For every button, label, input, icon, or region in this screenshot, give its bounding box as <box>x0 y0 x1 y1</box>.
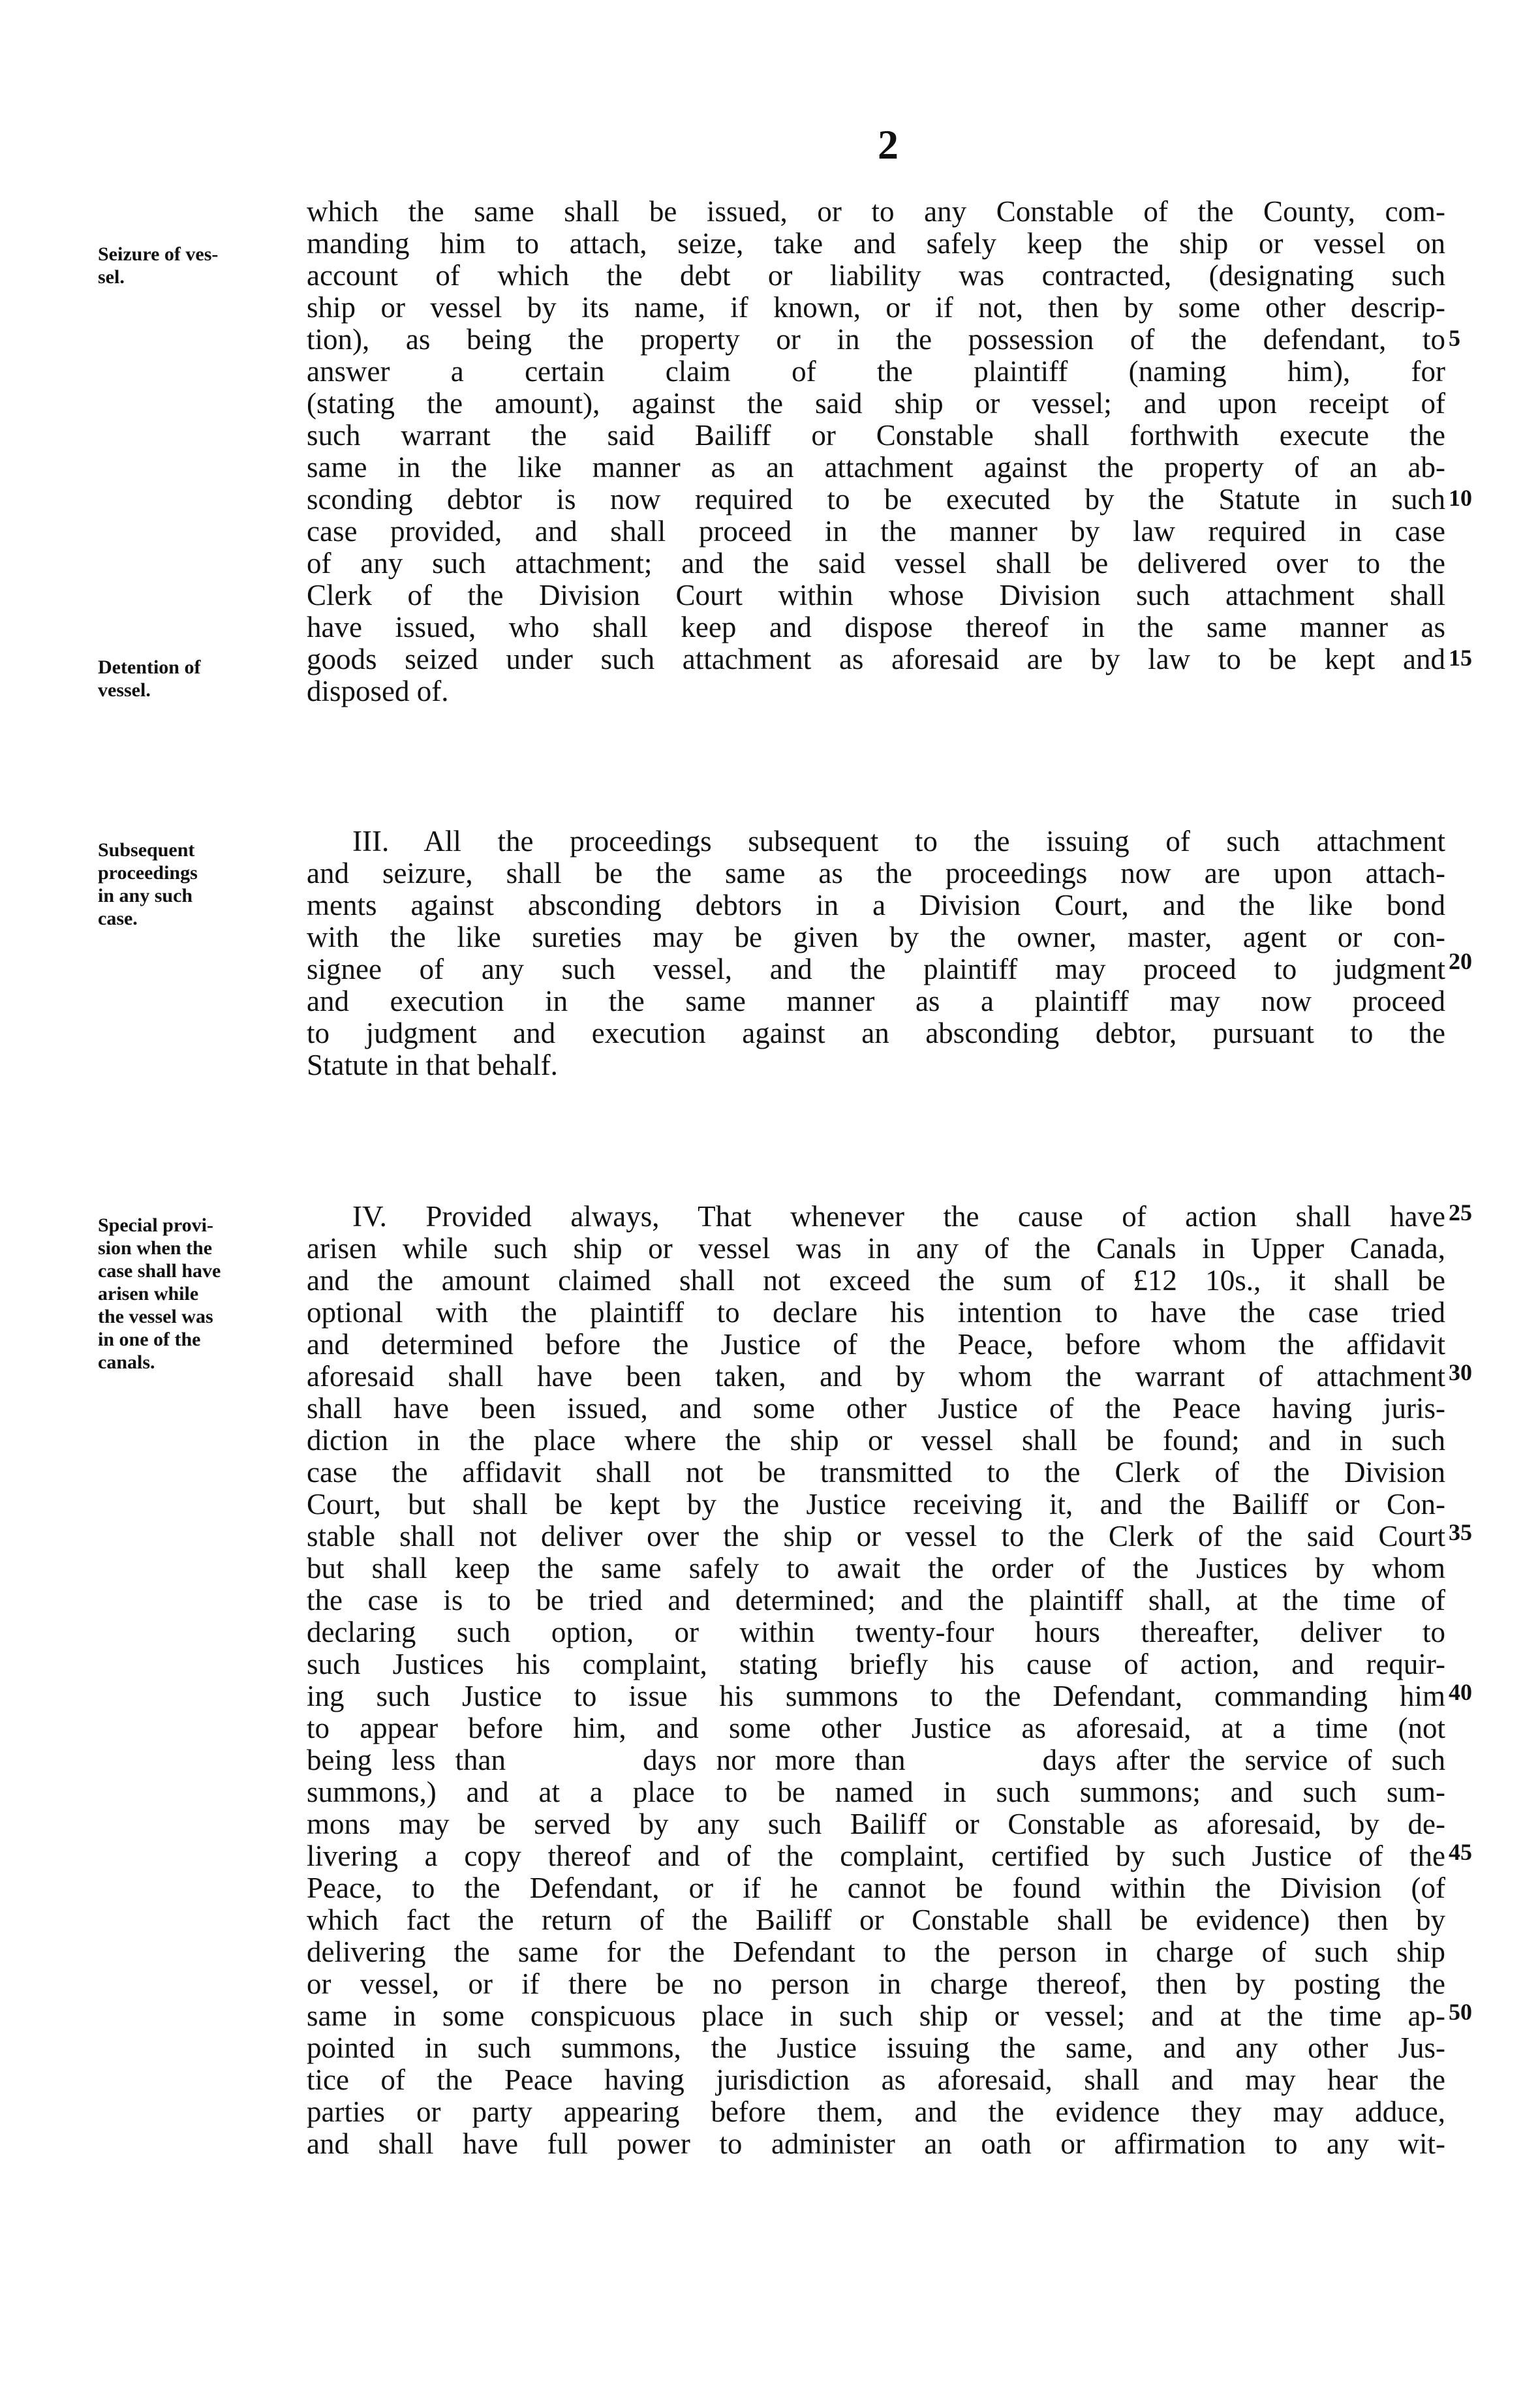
text-line: such Justices his complaint, stating briefly his cause of action, and requir- <box>307 1648 1445 1680</box>
text-line: case the affidavit shall not be transmitted to the Clerk of the Division <box>307 1457 1445 1489</box>
text-line: and the amount claimed shall not exceed the sum of £12 10s., it shall be <box>307 1265 1445 1297</box>
text-line: goods seized under such attachment as aforesaid are by law to be kept and <box>307 643 1445 675</box>
text-line: tion), as being the property or in the possession of the defendant, to <box>307 324 1445 356</box>
text-line: being less than days nor more than days after the service of such <box>307 1744 1445 1776</box>
text-line: case provided, and shall proceed in the manner by law required in case <box>307 516 1445 548</box>
text-line: Clerk of the Division Court within whose Division such attachment shall <box>307 579 1445 611</box>
section-heading-line: III. All the proceedings subsequent to the issuing of such attachment <box>352 826 1445 857</box>
section-continuation <box>307 196 1445 707</box>
text-line: such warrant the said Bailiff or Constable shall forthwith execute the <box>307 420 1445 452</box>
text-line: ship or vessel by its name, if known, or if not, then by some other descrip- <box>307 292 1445 324</box>
margin-note-line: Special provi- <box>98 1214 213 1236</box>
text-line: livering a copy thereof and of the complaint, certified by such Justice of the <box>307 1840 1445 1872</box>
text-line: and shall have full power to administer an oath or affirmation to any wit- <box>307 2128 1445 2160</box>
text-line: tice of the Peace having jurisdiction as aforesaid, shall and may hear the <box>307 2064 1445 2096</box>
margin-note-line: proceedings <box>98 862 198 884</box>
text-line: diction in the place where the ship or vessel shall be found; and in such <box>307 1425 1445 1457</box>
section-heading-line: IV. Provided always, That whenever the cause of action shall have <box>352 1201 1445 1233</box>
text-line: signee of any such vessel, and the plaintiff may proceed to judgment <box>307 953 1445 985</box>
text-line: and determined before the Justice of the Peace, before whom the affidavit <box>307 1329 1445 1361</box>
margin-note-detention-of-vessel <box>98 656 294 702</box>
margin-note-line: Subsequent <box>98 839 195 861</box>
line-number: 40 <box>1449 1679 1472 1705</box>
line-number: 30 <box>1449 1359 1472 1385</box>
margin-note-line: arisen while <box>98 1283 199 1304</box>
text-line: to appear before him, and some other Justice as aforesaid, at a time (not <box>307 1712 1445 1744</box>
text-line: of any such attachment; and the said vessel shall be delivered over to the <box>307 548 1445 579</box>
text-line: (stating the amount), against the said ship or vessel; and upon receipt of <box>307 388 1445 420</box>
text-line: disposed of. <box>307 675 449 707</box>
margin-note-line: case shall have <box>98 1260 221 1282</box>
text-line: delivering the same for the Defendant to the person in charge of such ship <box>307 1936 1445 1968</box>
text-line: same in some conspicuous place in such ship or vessel; and at the time ap- <box>307 2000 1445 2032</box>
margin-note-subsequent-proceedings <box>98 839 294 930</box>
section-iii <box>307 826 1445 1081</box>
page-number: 2 <box>878 121 899 168</box>
text-line: or vessel, or if there be no person in charge thereof, then by posting the <box>307 1968 1445 2000</box>
text-line: declaring such option, or within twenty-four hours thereafter, deliver to <box>307 1616 1445 1648</box>
text-line: optional with the plaintiff to declare his intention to have the case tried <box>307 1297 1445 1329</box>
margin-note-line: in one of the <box>98 1329 201 1350</box>
text-line: sconding debtor is now required to be executed by the Statute in such <box>307 484 1445 516</box>
text-line: have issued, who shall keep and dispose thereof in the same manner as <box>307 611 1445 643</box>
text-line: with the like sureties may be given by the owner, master, agent or con- <box>307 921 1445 953</box>
margin-note-line: Seizure of ves- <box>98 243 219 265</box>
section-iv <box>307 1201 1445 2160</box>
margin-note-line: sion when the <box>98 1237 213 1259</box>
text-line: parties or party appearing before them, and the evidence they may adduce, <box>307 2096 1445 2128</box>
text-line: Court, but shall be kept by the Justice receiving it, and the Bailiff or Con- <box>307 1489 1445 1520</box>
text-line: and seizure, shall be the same as the proceedings now are upon attach- <box>307 857 1445 889</box>
text-line: the case is to be tried and determined; and the plaintiff shall, at the time of <box>307 1584 1445 1616</box>
text-line: ments against absconding debtors in a Division Court, and the like bond <box>307 889 1445 921</box>
line-number: 20 <box>1449 948 1472 974</box>
text-line: stable shall not deliver over the ship or vessel to the Clerk of the said Court <box>307 1520 1445 1552</box>
text-line: same in the like manner as an attachment against the property of an ab- <box>307 452 1445 484</box>
line-number: 25 <box>1449 1199 1472 1226</box>
margin-note-line: in any such <box>98 885 193 906</box>
line-number: 50 <box>1449 1999 1472 2025</box>
text-line: ing such Justice to issue his summons to the Defendant, commanding him <box>307 1680 1445 1712</box>
text-line: answer a certain claim of the plaintiff (naming him), for <box>307 356 1445 388</box>
margin-note-line: Detention of <box>98 656 201 678</box>
text-line: summons,) and at a place to be named in such summons; and such sum- <box>307 1776 1445 1808</box>
margin-note-line: the vessel was <box>98 1306 213 1327</box>
text-line: pointed in such summons, the Justice issuing the same, and any other Jus- <box>307 2032 1445 2064</box>
text-line: account of which the debt or liability was contracted, (designating such <box>307 260 1445 292</box>
line-number: 15 <box>1449 645 1472 671</box>
text-line: mons may be served by any such Bailiff or Constable as aforesaid, by de- <box>307 1808 1445 1840</box>
text-line: arisen while such ship or vessel was in any of the Canals in Upper Canada, <box>307 1233 1445 1265</box>
text-line: shall have been issued, and some other Justice of the Peace having juris- <box>307 1393 1445 1425</box>
margin-note-special-provision-canals <box>98 1214 294 1374</box>
text-line: Peace, to the Defendant, or if he cannot be found within the Division (of <box>307 1872 1445 1904</box>
text-line: but shall keep the same safely to await the order of the Justices by whom <box>307 1552 1445 1584</box>
text-line: and execution in the same manner as a plaintiff may now proceed <box>307 985 1445 1017</box>
text-line: to judgment and execution against an absconding debtor, pursuant to the <box>307 1017 1445 1049</box>
margin-note-line: sel. <box>98 266 125 288</box>
line-number: 10 <box>1449 485 1472 511</box>
margin-note-seizure-of-vessel <box>98 243 294 288</box>
margin-note-line: canals. <box>98 1351 155 1373</box>
text-line: aforesaid shall have been taken, and by whom the warrant of attachment <box>307 1361 1445 1393</box>
text-line: which fact the return of the Bailiff or Constable shall be evidence) then by <box>307 1904 1445 1936</box>
text-line: manding him to attach, seize, take and safely keep the ship or vessel on <box>307 228 1445 260</box>
text-line: which the same shall be issued, or to any Constable of the County, com- <box>307 196 1445 228</box>
line-number: 45 <box>1449 1839 1472 1865</box>
line-number: 5 <box>1449 325 1460 351</box>
text-line: Statute in that behalf. <box>307 1049 558 1081</box>
line-number: 35 <box>1449 1519 1472 1545</box>
margin-note-line: vessel. <box>98 679 151 701</box>
margin-note-line: case. <box>98 908 138 929</box>
